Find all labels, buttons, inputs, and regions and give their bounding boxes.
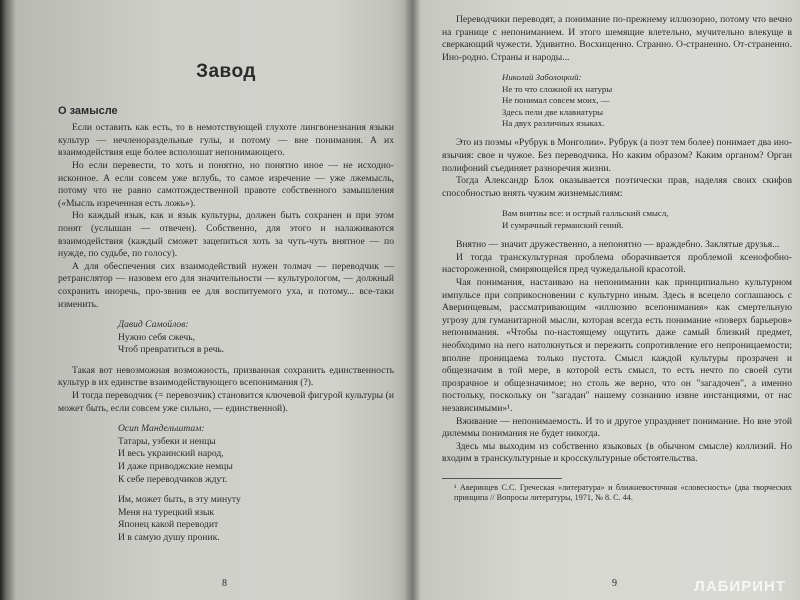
verse-block bbox=[118, 423, 394, 544]
verse-line: Нужно себя сжечь, bbox=[118, 331, 196, 343]
verse-author: Николай Заболоцкий: bbox=[502, 72, 582, 83]
verse-block bbox=[118, 319, 394, 357]
page-number: 9 bbox=[612, 578, 617, 589]
paragraph: Переводчики переводят, а понимание по-прежнему иллюзорно, потому что вечно на границе с непониманием. И этого шемящие влетельно, мучительно влекуще в сверкающий чужести. Удивитно. Восхищенно. Странно. О-страненно. От-страненно. Ино-родно. Страны и народы... bbox=[442, 14, 792, 63]
verse-line: Вам внятны все: и острый галльский смысл, bbox=[502, 208, 669, 219]
paragraph: А для обеспечения сих взаимодействий нужен толмач — переводчик — ретранслятор — назовем его для значительности — культурологом, — должный сохранить иноречь, про-звнив ее для воспитуемого уха, и потому... все-таки изменить. bbox=[58, 260, 394, 310]
left-text-column bbox=[58, 61, 394, 553]
verse-author: Давид Самойлов: bbox=[118, 319, 189, 331]
verse-line: Здесь пели две клавиатуры bbox=[502, 106, 604, 117]
paragraph: Чая понимания, настаиваю на непонимании как принципиально культурном импульсе при соприкосновении с культурно иным. Здесь я всецело соглашаюсь с Аверинцевым, рассматривающим «иллюзию всепонимания» как смертельную угрозу для гуманитарной мысли, которая всегда есть понимание «поверх барьеров» непонимания. «Чтобы по-настоящему ощутить даже самый близкий предмет, необходимо на него натолкнуться и пережить сопротивление его непроницаемости; вполне проницаема только пустота. Смысл каждой культуры прозрачен и общезначим в той мере, в которой есть смысл, то есть нечто по своей сути прозрачное и общезначимое; но столь же верно, что он "загадочен", а именно постольку, поскольку он "загадан" нашему сознанию извне инстанциями, от нас независимыми»¹. bbox=[442, 276, 792, 414]
paragraph: Это из поэмы «Рубрук в Монголии». Рубрук (а поэт тем более) понимает два ино-язычия: свое и чужое. Без переводчика. Но каким образом? Каким органом? Орган полифоний съединяет разноречия жизни. bbox=[442, 137, 792, 174]
verse-line: И в самую душу проник. bbox=[118, 532, 220, 543]
verse-line: Японец какой переводит bbox=[118, 519, 219, 531]
paragraph: Но если перевести, то хоть и понятно, но понятно иное — не исходно-исконное. А если совсем уже вглубь, то самое изречение — уже лжемысль, потому что не равно самотождественной правоте собственного замышления («Мысль изреченная есть ложь»). bbox=[58, 159, 394, 209]
footnote-divider bbox=[442, 478, 562, 479]
watermark: ЛАБИРИНТ bbox=[694, 578, 786, 596]
verse-line: Им, может быть, в эту минуту bbox=[118, 494, 241, 506]
footnote: ¹ Аверинцев С.С. Греческая «литература» и ближневосточная «словесность» (два творческих принципа // Вопросы литературы, 1971, № 8. С. 44. bbox=[454, 482, 792, 503]
right-text-column bbox=[442, 14, 792, 504]
verse-line: Татары, узбеки и ненцы bbox=[118, 435, 216, 447]
paragraph: Внятно — значит дружественно, а непонятно — враждебно. Заклятые друзья... bbox=[456, 239, 780, 251]
page-number: 8 bbox=[222, 578, 227, 589]
verse-author: Осип Мандельштам: bbox=[118, 423, 205, 435]
paragraph: Такая вот невозможная возможность, призванная сохранить единственность культур в их единстве взаимодействующего всепонимания (?). bbox=[58, 364, 394, 389]
verse-block bbox=[502, 208, 792, 231]
verse-line: На двух различных языках. bbox=[502, 118, 605, 128]
paragraph: И тогда транскультурная проблема оборачивается проблемой ксенофобно-настороженной, смиряющейся пред чужедальной красотой. bbox=[442, 251, 792, 276]
paragraph: Но каждый язык, как и язык культуры, должен быть сохранен и при этом понят (услышан — отвечен). Собственно, для этого и налаживаются взаимодействия (каждый сможет зацепиться хоть за чуть-чуть внятное — по нужде, по судьбе, по голосу). bbox=[58, 210, 394, 260]
paragraph: Тогда Александр Блок оказывается поэтически прав, наделяя своих скифов способностью внять чужим жизнемыслиям: bbox=[442, 175, 792, 199]
verse-line: И сумрачный германский гений. bbox=[502, 219, 624, 230]
verse-line: Не понимал совсем моих, — bbox=[502, 95, 610, 106]
verse-line: Не то что сложной их натуры bbox=[502, 83, 613, 94]
verse-line: К себе переводчиков ждут. bbox=[118, 473, 228, 485]
verse-line: Чтоб превратиться в речь. bbox=[118, 344, 225, 356]
paragraph: Если оставить как есть, то в немотствующей глухоте лингвонезнания языки культур — нечленораздельные гулы, и потому — вне понимания. А их взаимодействия еще более всполошат непонимающего. bbox=[58, 122, 394, 159]
verse-block bbox=[502, 72, 792, 129]
paragraph: И тогда переводчик (= перевозчик) становится ключевой фигурой культуры (и может быть, если совсем уже сильно, — единственной). bbox=[58, 390, 394, 414]
paragraph: Здесь мы выходим из собственно языковых (в обычном смысле) коллизий. Но входим в транскультурные и кросскультурные обстоятельства. bbox=[442, 440, 792, 465]
chapter-title: Завод bbox=[196, 61, 256, 82]
right-page bbox=[412, 0, 800, 600]
verse-line: И весь украинский народ, bbox=[118, 448, 224, 460]
paragraph: Вживание — непонимаемость. И то и другое упраздняет понимание. Но вне этой дилеммы понимания не будет никогда. bbox=[442, 415, 792, 440]
verse-line: И даже приводжские немцы bbox=[118, 461, 233, 473]
book-gutter bbox=[404, 0, 420, 600]
section-heading: О замысле bbox=[58, 104, 118, 117]
verse-line: Меня на турецкий язык bbox=[118, 506, 215, 518]
